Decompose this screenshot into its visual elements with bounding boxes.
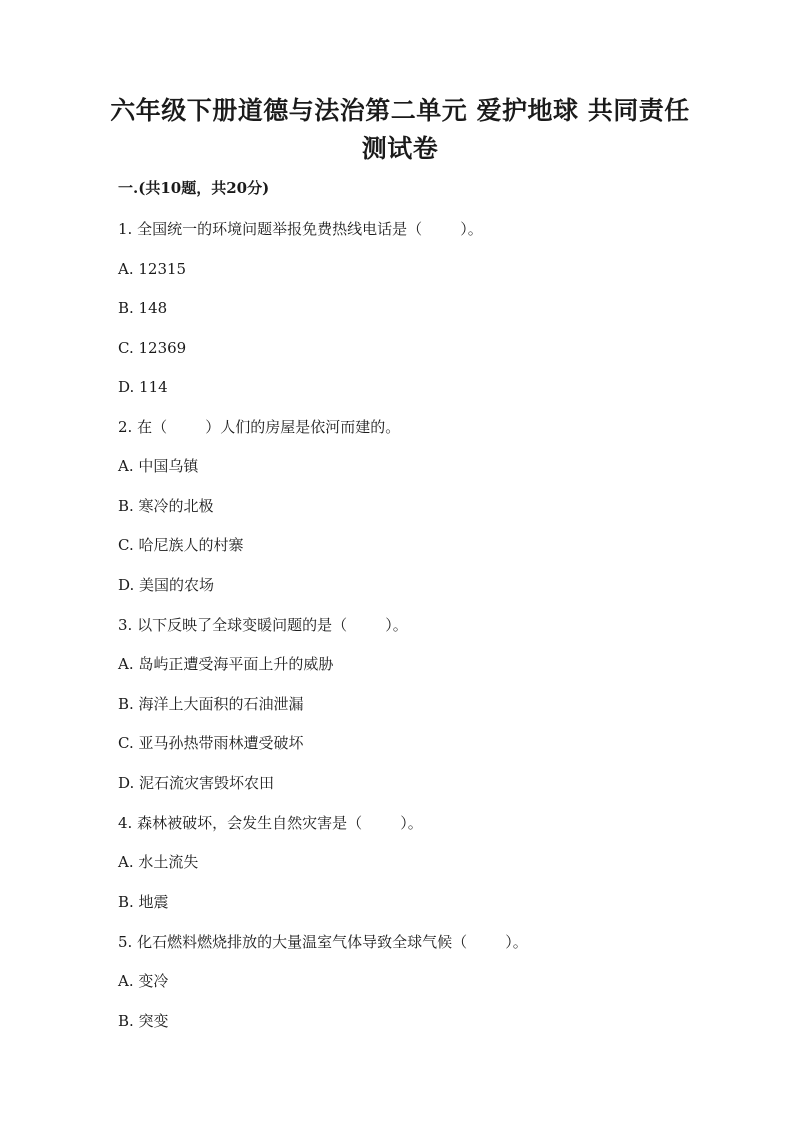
question-1-stem: 1. 全国统一的环境问题举报免费热线电话是（ ）。 — [118, 220, 483, 238]
question-4-stem: 4. 森林被破坏，会发生自然灾害是（ ）。 — [118, 814, 423, 832]
question-2-option-d: D. 美国的农场 — [118, 576, 215, 594]
question-2-option-b: B. 寒冷的北极 — [118, 497, 214, 515]
question-1-option-c: C. 12369 — [118, 339, 187, 357]
question-5-option-a: A. 变冷 — [118, 972, 169, 990]
question-2-option-a: A. 中国乌镇 — [118, 457, 199, 475]
section-heading: 一.(共10题，共20分) — [118, 179, 270, 197]
question-2-stem: 2. 在（ ）人们的房屋是依河而建的。 — [118, 418, 401, 436]
question-3-option-d: D. 泥石流灾害毁坏农田 — [118, 774, 275, 792]
question-1-option-a: A. 12315 — [118, 260, 187, 278]
question-5-stem: 5. 化石燃料燃烧排放的大量温室气体导致全球气候（ ）。 — [118, 933, 528, 951]
question-2-option-c: C. 哈尼族人的村寨 — [118, 536, 244, 554]
question-1-option-b: B. 148 — [118, 299, 168, 317]
question-3-stem: 3. 以下反映了全球变暖问题的是（ ）。 — [118, 616, 408, 634]
question-1-option-d: D. 114 — [118, 378, 168, 396]
question-3-option-b: B. 海洋上大面积的石油泄漏 — [118, 695, 304, 713]
question-4-option-a: A. 水土流失 — [118, 853, 199, 871]
question-3-option-a: A. 岛屿正遭受海平面上升的威胁 — [118, 655, 334, 673]
exam-title: 六年级下册道德与法治第二单元 爱护地球 共同责任 测试卷 — [110, 96, 690, 163]
question-4-option-b: B. 地震 — [118, 893, 169, 911]
question-5-option-b: B. 突变 — [118, 1012, 169, 1030]
question-3-option-c: C. 亚马孙热带雨林遭受破坏 — [118, 734, 304, 752]
